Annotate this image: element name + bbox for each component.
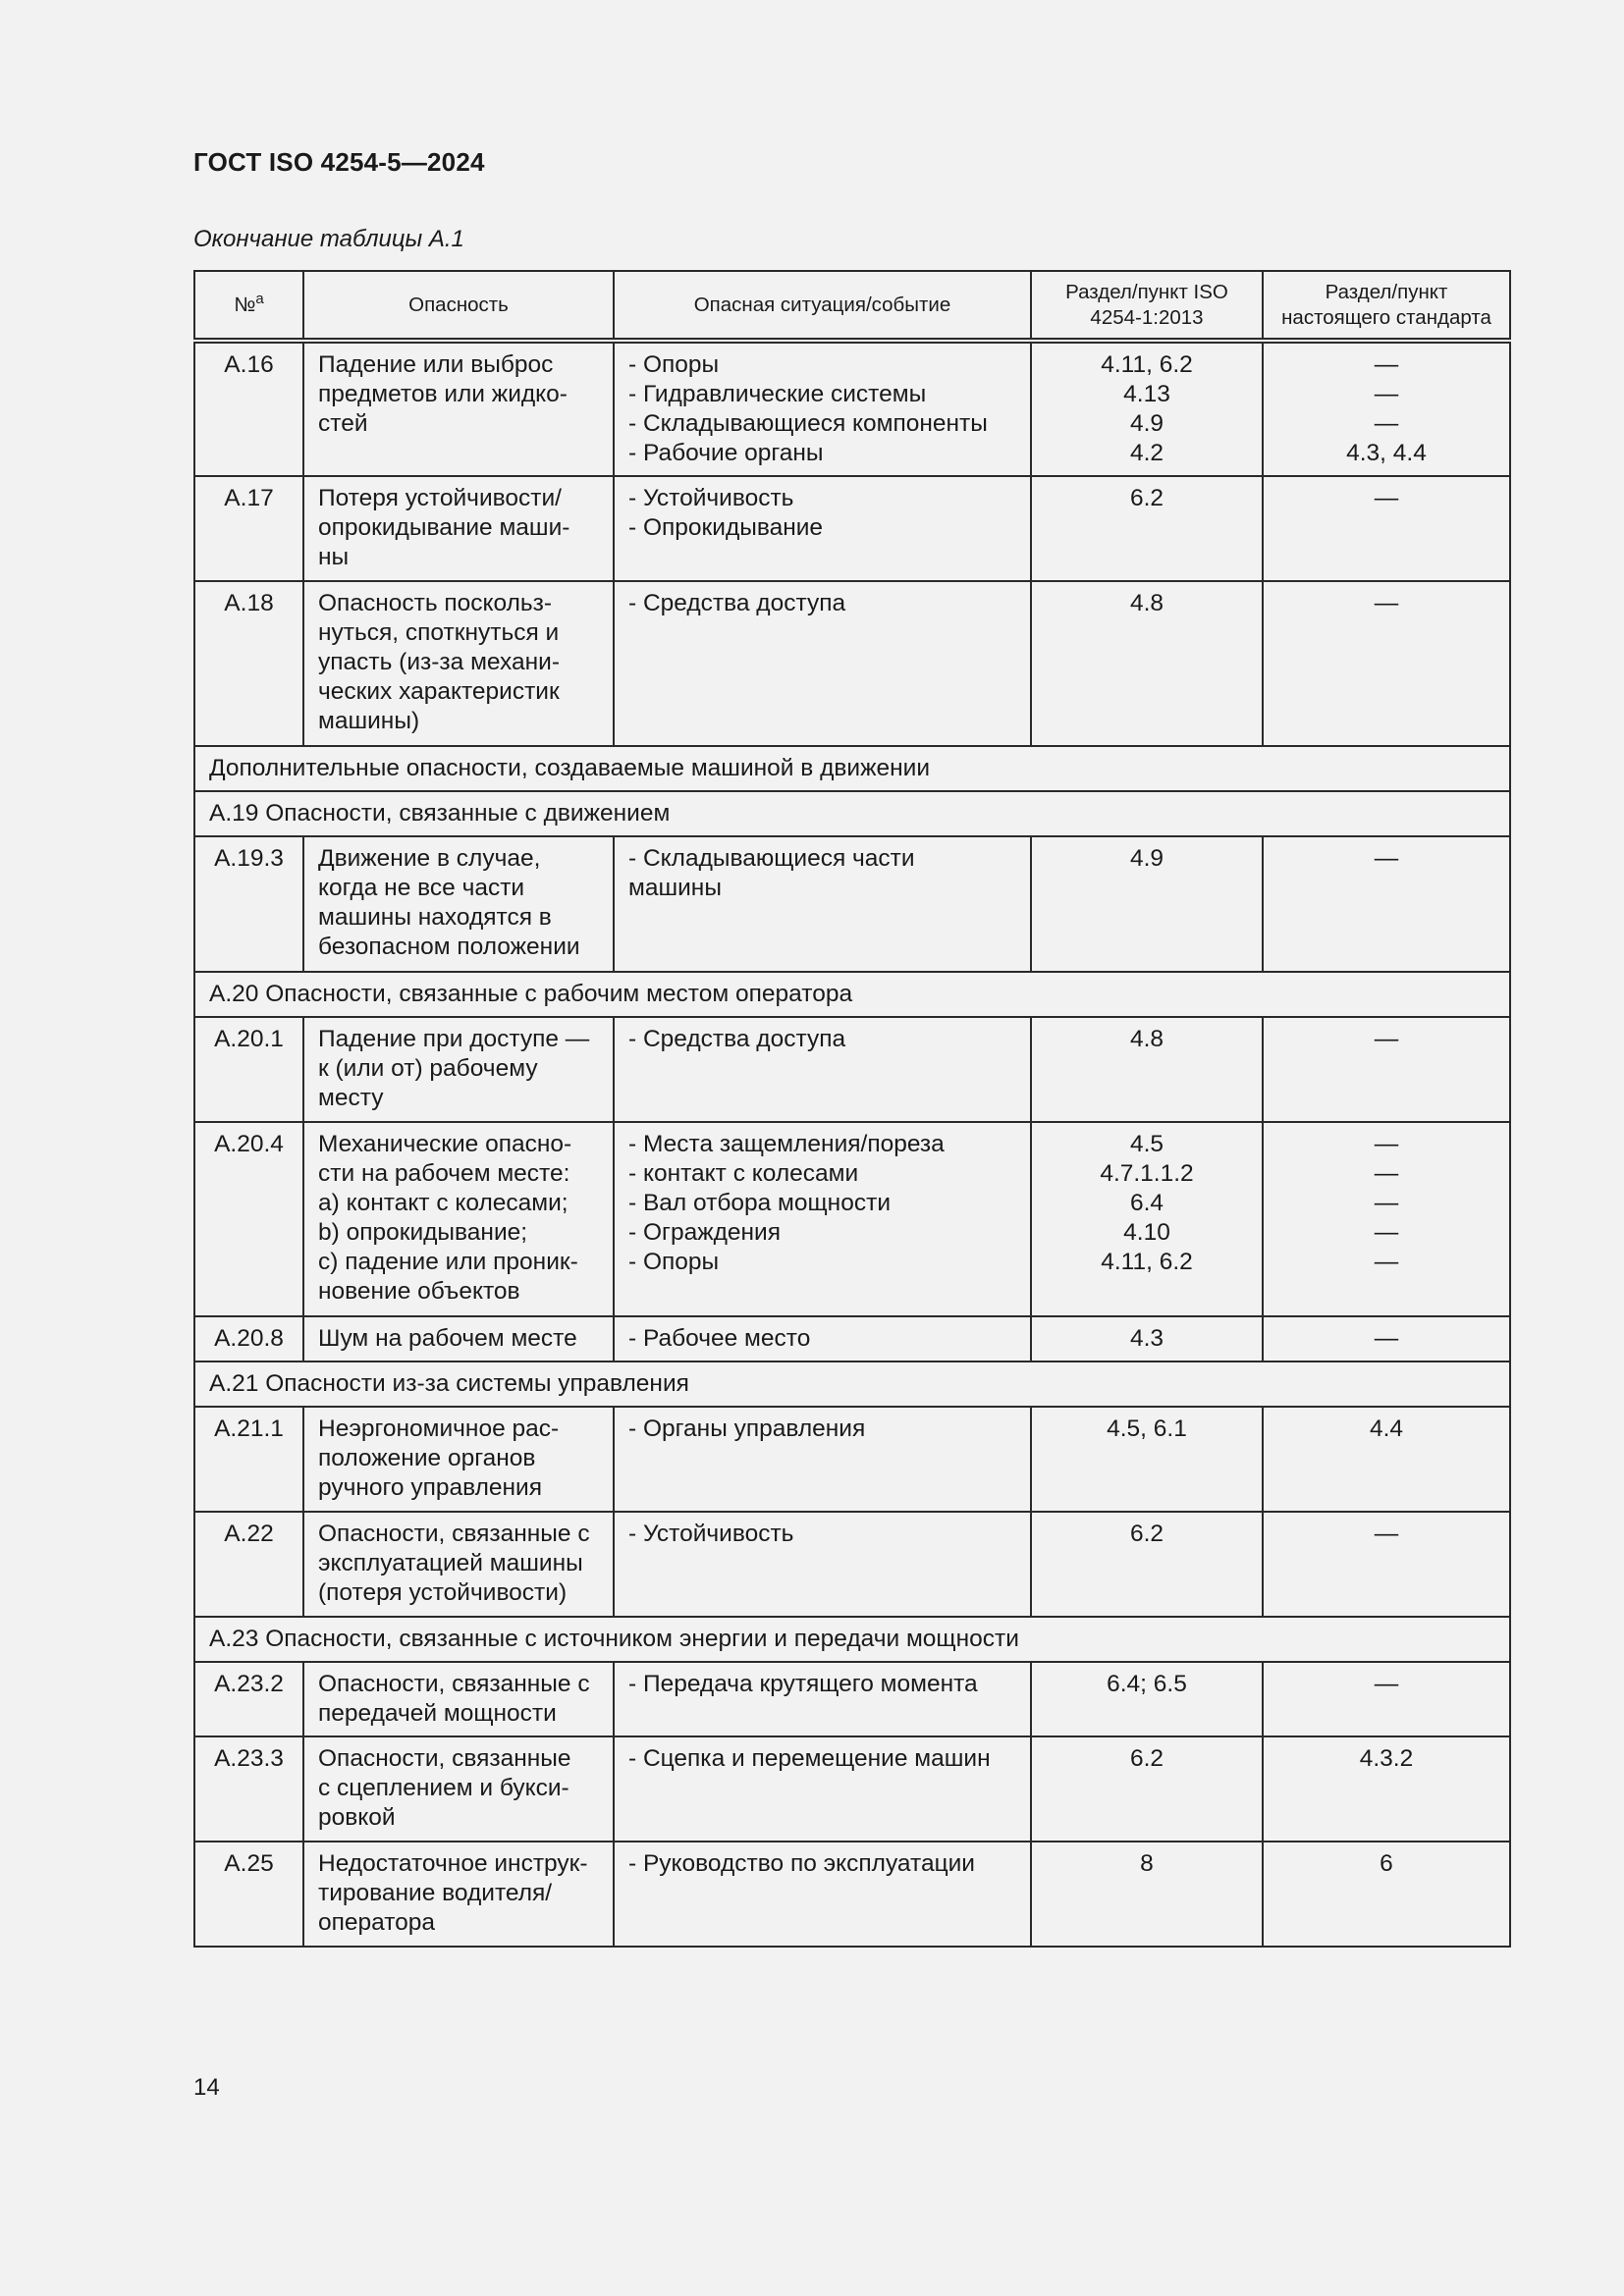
cell-standard-reference bbox=[1263, 836, 1510, 972]
cell-line: ровкой bbox=[318, 1804, 396, 1831]
column-header-standard-reference: Раздел/пункт настоящего стандарта bbox=[1263, 271, 1510, 341]
cell-line: - Устойчивость bbox=[628, 1521, 794, 1547]
cell-line: — bbox=[1374, 351, 1399, 378]
column-header-hazard: Опасность bbox=[303, 271, 614, 341]
cell-iso-reference bbox=[1031, 1736, 1263, 1842]
table-row bbox=[194, 836, 1510, 972]
document-title: ГОСТ ISO 4254-5—2024 bbox=[193, 147, 485, 177]
cell-number: А.17 bbox=[194, 476, 303, 581]
cell-line: нуться, споткнуться и bbox=[318, 619, 560, 646]
cell-line: машины bbox=[628, 875, 722, 901]
cell-line: — bbox=[1374, 1026, 1399, 1052]
cell-line: Опасности, связанные bbox=[318, 1745, 571, 1772]
cell-hazard bbox=[303, 1122, 614, 1316]
cell-line: — bbox=[1374, 1325, 1399, 1352]
cell-line: Опасность поскольз- bbox=[318, 590, 553, 616]
column-header-number bbox=[194, 271, 303, 341]
cell-iso-reference bbox=[1031, 836, 1263, 972]
table-row bbox=[194, 1736, 1510, 1842]
cell-line: 4.5 bbox=[1129, 1131, 1164, 1157]
cell-situation bbox=[614, 581, 1031, 746]
cell-line: — bbox=[1374, 1671, 1399, 1697]
cell-iso-reference bbox=[1031, 1407, 1263, 1512]
cell-line: к (или от) рабочему bbox=[318, 1055, 538, 1082]
table-header-row bbox=[194, 271, 1510, 341]
cell-situation bbox=[614, 476, 1031, 581]
cell-iso-reference bbox=[1031, 1512, 1263, 1617]
cell-hazard bbox=[303, 1842, 614, 1947]
cell-iso-reference bbox=[1031, 1842, 1263, 1947]
cell-line: — bbox=[1374, 1219, 1399, 1246]
cell-hazard bbox=[303, 1316, 614, 1362]
cell-line: - Средства доступа bbox=[628, 590, 846, 616]
table-section-row bbox=[194, 1362, 1510, 1407]
cell-situation bbox=[614, 1316, 1031, 1362]
cell-line: - Вал отбора мощности bbox=[628, 1190, 891, 1216]
cell-iso-reference bbox=[1031, 476, 1263, 581]
cell-line: 4.2 bbox=[1129, 440, 1164, 466]
cell-line: b) опрокидывание; bbox=[318, 1219, 528, 1246]
cell-line: сти на рабочем месте: bbox=[318, 1160, 570, 1187]
cell-line: - Места защемления/пореза bbox=[628, 1131, 945, 1157]
cell-line: - Опоры bbox=[628, 1249, 720, 1275]
cell-line: передачей мощности bbox=[318, 1700, 557, 1727]
cell-line: - Органы управления bbox=[628, 1415, 866, 1442]
cell-number: А.20.4 bbox=[194, 1122, 303, 1316]
cell-line: ческих характеристик bbox=[318, 678, 560, 705]
cell-iso-reference bbox=[1031, 341, 1263, 476]
table-row bbox=[194, 1842, 1510, 1947]
cell-standard-reference bbox=[1263, 1017, 1510, 1122]
cell-line: 6.2 bbox=[1129, 1521, 1164, 1547]
cell-line: 4.13 bbox=[1123, 381, 1170, 407]
cell-line: — bbox=[1374, 381, 1399, 407]
column-header-number-label: № bbox=[234, 293, 256, 316]
table-body bbox=[194, 341, 1510, 1947]
cell-hazard bbox=[303, 1017, 614, 1122]
cell-situation bbox=[614, 341, 1031, 476]
cell-hazard bbox=[303, 581, 614, 746]
cell-line: 4.9 bbox=[1129, 410, 1164, 437]
column-header-situation: Опасная ситуация/событие bbox=[614, 271, 1031, 341]
table-section-row bbox=[194, 746, 1510, 791]
cell-line: 4.8 bbox=[1129, 1026, 1164, 1052]
cell-line: — bbox=[1374, 845, 1399, 872]
cell-standard-reference bbox=[1263, 1736, 1510, 1842]
section-heading: А.23 Опасности, связанные с источником энергии и передачи мощности bbox=[194, 1617, 1510, 1662]
cell-line: безопасном положении bbox=[318, 934, 580, 960]
cell-line: 4.11, 6.2 bbox=[1101, 351, 1193, 378]
section-heading: А.19 Опасности, связанные с движением bbox=[194, 791, 1510, 836]
cell-line: новение объектов bbox=[318, 1278, 520, 1305]
cell-situation bbox=[614, 1407, 1031, 1512]
page-number: 14 bbox=[193, 2074, 220, 2101]
cell-situation bbox=[614, 1017, 1031, 1122]
cell-line: Неэргономичное рас- bbox=[318, 1415, 560, 1442]
cell-number: А.23.2 bbox=[194, 1662, 303, 1736]
cell-line: Падение или выброс bbox=[318, 351, 554, 378]
cell-line: упасть (из-за механи- bbox=[318, 649, 560, 675]
cell-line: - Опрокидывание bbox=[628, 514, 824, 541]
cell-line: c) падение или проник- bbox=[318, 1249, 578, 1275]
cell-number: А.25 bbox=[194, 1842, 303, 1947]
cell-line: 6.4; 6.5 bbox=[1107, 1671, 1187, 1697]
cell-line: 4.10 bbox=[1123, 1219, 1170, 1246]
cell-line: (потеря устойчивости) bbox=[318, 1579, 568, 1606]
table-row bbox=[194, 1512, 1510, 1617]
cell-line: 8 bbox=[1140, 1850, 1154, 1877]
cell-line: - Рабочие органы bbox=[628, 440, 824, 466]
cell-line: - Рабочее место bbox=[628, 1325, 811, 1352]
cell-line: 6.4 bbox=[1129, 1190, 1164, 1216]
cell-line: - Сцепка и перемещение машин bbox=[628, 1745, 991, 1772]
cell-hazard bbox=[303, 836, 614, 972]
cell-line: положение органов bbox=[318, 1445, 536, 1471]
cell-iso-reference bbox=[1031, 1017, 1263, 1122]
cell-line: когда не все части bbox=[318, 875, 525, 901]
cell-hazard bbox=[303, 476, 614, 581]
cell-situation bbox=[614, 1736, 1031, 1842]
cell-number: А.20.1 bbox=[194, 1017, 303, 1122]
cell-situation bbox=[614, 836, 1031, 972]
cell-standard-reference bbox=[1263, 1662, 1510, 1736]
cell-standard-reference bbox=[1263, 1407, 1510, 1512]
cell-situation bbox=[614, 1122, 1031, 1316]
cell-iso-reference bbox=[1031, 1662, 1263, 1736]
table-caption: Окончание таблицы А.1 bbox=[193, 226, 464, 252]
cell-line: - контакт с колесами bbox=[628, 1160, 859, 1187]
cell-line: - Складывающиеся компоненты bbox=[628, 410, 988, 437]
table-section-row bbox=[194, 791, 1510, 836]
cell-standard-reference bbox=[1263, 1316, 1510, 1362]
cell-line: эксплуатацией машины bbox=[318, 1550, 583, 1576]
table-row bbox=[194, 1662, 1510, 1736]
cell-line: 4.4 bbox=[1369, 1415, 1404, 1442]
cell-line: - Гидравлические системы bbox=[628, 381, 927, 407]
cell-line: опрокидывание маши- bbox=[318, 514, 570, 541]
cell-line: — bbox=[1374, 1160, 1399, 1187]
cell-standard-reference bbox=[1263, 1122, 1510, 1316]
cell-number: А.19.3 bbox=[194, 836, 303, 972]
cell-line: — bbox=[1374, 485, 1399, 511]
cell-line: Механические опасно- bbox=[318, 1131, 572, 1157]
table-row bbox=[194, 1407, 1510, 1512]
cell-line: - Руководство по эксплуатации bbox=[628, 1850, 975, 1877]
cell-line: — bbox=[1374, 1521, 1399, 1547]
cell-number: А.23.3 bbox=[194, 1736, 303, 1842]
cell-line: - Ограждения bbox=[628, 1219, 782, 1246]
cell-line: - Средства доступа bbox=[628, 1026, 846, 1052]
cell-line: Падение при доступе — bbox=[318, 1026, 590, 1052]
cell-number: А.22 bbox=[194, 1512, 303, 1617]
cell-line: 6.2 bbox=[1129, 485, 1164, 511]
cell-line: Опасности, связанные с bbox=[318, 1671, 590, 1697]
cell-situation bbox=[614, 1512, 1031, 1617]
cell-standard-reference bbox=[1263, 476, 1510, 581]
table-row bbox=[194, 1316, 1510, 1362]
cell-line: 4.9 bbox=[1129, 845, 1164, 872]
cell-situation bbox=[614, 1662, 1031, 1736]
table-section-row bbox=[194, 1617, 1510, 1662]
cell-line: ны bbox=[318, 544, 350, 570]
cell-iso-reference bbox=[1031, 581, 1263, 746]
hazard-table bbox=[193, 270, 1511, 1948]
cell-line: оператора bbox=[318, 1909, 436, 1936]
cell-line: с сцеплением и букси- bbox=[318, 1775, 569, 1801]
cell-number: А.21.1 bbox=[194, 1407, 303, 1512]
cell-line: Движение в случае, bbox=[318, 845, 541, 872]
cell-line: — bbox=[1374, 1190, 1399, 1216]
cell-hazard bbox=[303, 1736, 614, 1842]
cell-hazard bbox=[303, 1512, 614, 1617]
cell-line: тирование водителя/ bbox=[318, 1880, 553, 1906]
cell-line: ручного управления bbox=[318, 1474, 542, 1501]
section-heading: Дополнительные опасности, создаваемые машиной в движении bbox=[194, 746, 1510, 791]
cell-line: Недостаточное инструк- bbox=[318, 1850, 588, 1877]
table-row bbox=[194, 1017, 1510, 1122]
cell-line: машины находятся в bbox=[318, 904, 552, 931]
cell-line: 4.8 bbox=[1129, 590, 1164, 616]
cell-iso-reference bbox=[1031, 1316, 1263, 1362]
cell-line: 4.3 bbox=[1129, 1325, 1164, 1352]
cell-standard-reference bbox=[1263, 341, 1510, 476]
cell-line: 6.2 bbox=[1129, 1745, 1164, 1772]
section-heading: А.21 Опасности из-за системы управления bbox=[194, 1362, 1510, 1407]
cell-line: — bbox=[1374, 1249, 1399, 1275]
cell-line: - Складывающиеся части bbox=[628, 845, 915, 872]
section-heading: А.20 Опасности, связанные с рабочим местом оператора bbox=[194, 972, 1510, 1017]
cell-number: А.20.8 bbox=[194, 1316, 303, 1362]
cell-line: 4.3.2 bbox=[1359, 1745, 1414, 1772]
cell-standard-reference bbox=[1263, 581, 1510, 746]
cell-line: 4.7.1.1.2 bbox=[1100, 1160, 1194, 1187]
cell-hazard bbox=[303, 1407, 614, 1512]
cell-line: — bbox=[1374, 410, 1399, 437]
cell-line: предметов или жидко- bbox=[318, 381, 568, 407]
cell-standard-reference bbox=[1263, 1842, 1510, 1947]
cell-line: 4.3, 4.4 bbox=[1346, 440, 1427, 466]
cell-line: стей bbox=[318, 410, 368, 437]
cell-line: - Опоры bbox=[628, 351, 720, 378]
table-row bbox=[194, 581, 1510, 746]
cell-line: — bbox=[1374, 590, 1399, 616]
cell-situation bbox=[614, 1842, 1031, 1947]
cell-line: 4.11, 6.2 bbox=[1101, 1249, 1193, 1275]
cell-standard-reference bbox=[1263, 1512, 1510, 1617]
footnote-marker: а bbox=[255, 290, 264, 307]
table-section-row bbox=[194, 972, 1510, 1017]
table-row bbox=[194, 1122, 1510, 1316]
table-row bbox=[194, 341, 1510, 476]
cell-line: a) контакт с колесами; bbox=[318, 1190, 568, 1216]
cell-line: Опасности, связанные с bbox=[318, 1521, 590, 1547]
cell-line: месту bbox=[318, 1085, 384, 1111]
cell-number: А.18 bbox=[194, 581, 303, 746]
cell-line: - Устойчивость bbox=[628, 485, 794, 511]
cell-line: Шум на рабочем месте bbox=[318, 1325, 577, 1352]
cell-hazard bbox=[303, 1662, 614, 1736]
cell-line: 4.5, 6.1 bbox=[1107, 1415, 1187, 1442]
cell-hazard bbox=[303, 341, 614, 476]
cell-line: машины) bbox=[318, 708, 420, 734]
table-row bbox=[194, 476, 1510, 581]
cell-line: Потеря устойчивости/ bbox=[318, 485, 562, 511]
column-header-iso-reference: Раздел/пункт ISO 4254-1:2013 bbox=[1031, 271, 1263, 341]
cell-line: - Передача крутящего момента bbox=[628, 1671, 978, 1697]
cell-iso-reference bbox=[1031, 1122, 1263, 1316]
cell-number: А.16 bbox=[194, 341, 303, 476]
cell-line: — bbox=[1374, 1131, 1399, 1157]
cell-line: 6 bbox=[1380, 1850, 1393, 1877]
